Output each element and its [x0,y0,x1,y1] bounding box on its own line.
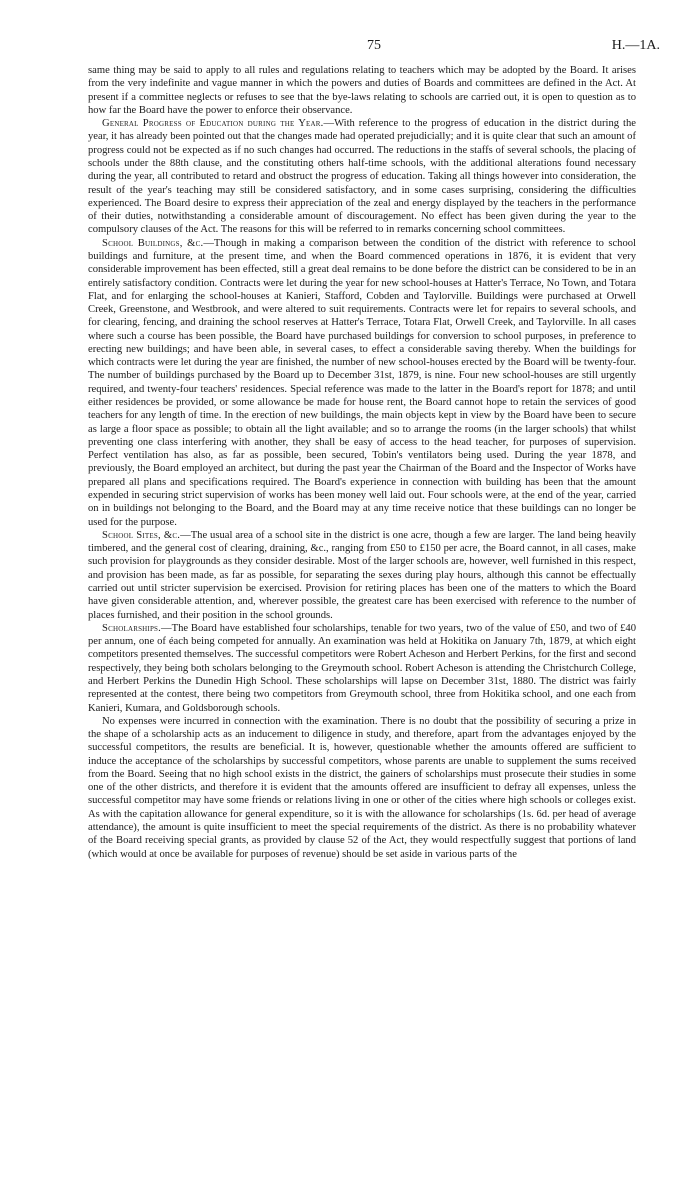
paragraph-text: —The Board have established four scholarships, tenable for two years, two of the value of £50, and two of £40 per annum, one of éach being competed for annually. An examination was held at Hokitika on January 7th, 1879, at which eight competitors presented themselves. The successful competitors were Robert Acheson and Herbert Perkins, for the first and second respectively, they being both scholars belonging to the Greymouth school. Robert Acheson is attending the Christchurch College, and Herbert Perkins the Dunedin High School. These scholarships will lapse on December 31st, 1880. The district was fairly represented at the contest, there being two competitors from Greymouth school, three from Hokitika school, and one each from Kanieri, Kumara, and Goldsborough schools. [88,622,637,714]
page-number: 75 [367,38,381,53]
section-heading: General Progress of Education during the Year. [102,118,324,130]
paragraph-school-sites [88,529,636,622]
document-body [88,64,636,861]
paragraph-text: —The usual area of a school site in the district is one acre, though a few are larger. The land being heavily timbered, and the general cost of clearing, draining, &c., ranging from £50 to £150 per acre, the Board cannot, in all cases, make such provision for playgrounds as they consider desirable. Most of the larger schools are, however, well furnished in this respect, and provision has been made, as far as possible, for separating the sexes during play hours, although this cannot be effectually carried out until stricter supervision be exercised. Provision for retiring places has been one of the matters to which the Board have given considerable attention, and, wherever possible, the greatest care has been exercised with reference to the number of places furnished, and their position in the school grounds. [88,529,636,621]
paragraph-general-progress [88,117,636,237]
paragraph-text: same thing may be said to apply to all rules and regulations relating to teachers which may be adopted by the Board. It arises from the very indefinite and vague manner in which the powers and duties of Boards and committees are defined in the Act. At present if a committee neglects or refuses to see that the bye-laws relating to schools are carried out, it is open to question as to how far the Board have the power to enforce their observance. [88,65,636,116]
document-reference: H.—1A. [611,38,660,53]
paragraph-scholarships [88,622,636,715]
paragraph-expenses [88,715,636,861]
page-header [88,38,660,58]
paragraph-school-buildings [88,237,636,529]
paragraph-continuation [88,64,636,117]
paragraph-text: No expenses were incurred in connection with the examination. There is no doubt that the possibility of securing a prize in the shape of a scholarship acts as an inducement to diligence in study, and therefore, apart from the advantages enjoyed by the successful competitors, the results are beneficial. It is, however, questionable whether the amounts offered are sufficient to induce the acceptance of the scholarships by successful competitors, whose parents are unable to supplement the sums received from the Board. Seeing that no high school exists in the district, the gainers of scholarships must prosecute their studies in some one of the other districts, and therefore it is evident that the amounts offered are insufficient to defray all expenses, unless the successful competitor may have some friends or relations living in one or other of the cities where high schools or colleges exist. As with the capitation allowance for general expenditure, so it is with the allowance for scholarships (1s. 6d. per head of average attendance), the amount is quite insufficient to meet the special requirements of the district. As there is no probability whatever of the Board receiving special grants, as provided by clause 52 of the Act, they would respectfully suggest that portions of land (which would at once be available for purposes of revenue) should be set aside in various parts of the [88,715,636,860]
section-heading: School Sites, &c. [102,529,181,541]
section-heading: Scholarships. [102,622,161,634]
paragraph-text: —Though in making a comparison between the condition of the district with reference to school buildings and furniture, at the present time, and when the Board commenced operations in 1876, it is evident that very considerable improvement has been effected, still a great deal remains to be done before the district can be considered to be in an entirely satisfactory condition. Contracts were let during the year for new school-houses at Hatter's Terrace, No Town, and Totara Flat, and for enlarging the school-houses at Kanieri, Stafford, Cobden and Taylorville. Buildings were purchased at Orwell Creek, Greenstone, and Westbrook, and were altered to suit requirements. Contracts were let for repairs to several schools, and for clearing, fencing, and draining the school reserves at Hatter's Terrace, Totara Flat, Orwell Creek, and Taylorville. In all cases where such a course has been possible, the Board have purchased buildings for conversion to school purposes, in preference to erecting new buildings; and have been able, in several cases, to effect a considerable saving thereby. When the buildings for which contracts were let during the year are finished, the number of new school-houses erected by the Board will be twenty-four. The number of buildings purchased by the Board up to December 31st, 1879, is nine. Four new school-houses are still urgently required, and twenty-four teachers' residences. Special reference was made to the latter in the Board's report for 1878; and until either residences be provided, or some allowance be made for house rent, the Board cannot hope to retain the services of good teachers for any length of time. In the erection of new buildings, the main objects kept in view by the Board have been to secure as large a floor space as possible; to obtain all the light available; and so to arrange the rooms (in the larger schools) that whilst preventing one class interfering with another, they shall be easy of access to the head teacher, for purposes of supervision. Perfect ventilation has also, as far as possible, been secured, Tobin's ventilators being used. During the year 1878, and previously, the Board employed an architect, but during the past year the Chairman of the Board and the Inspector of Works have prepared all plans and specifications required. The Board's experience in connection with building has been that the amount expended in securing strict supervision of works has been money well laid out. Four schools were, at the end of the year, carried on in buildings not belonging to the Board, and the Board may at any time receive notice that these buildings can no longer be used for the purpose. [88,237,636,528]
paragraph-text: —With reference to the progress of education in the district during the year, it has already been pointed out that the changes made had operated prejudicially; and it is quite clear that such an amount of progress could not be expected as if no such changes had occurred. The reductions in the staffs of several schools, the placing of schools under the 88th clause, and the constituting others half-time schools, with the additional alterations found necessary during the year, all contributed to retard and obstruct the progress of education. Taking all things however into consideration, the result of the year's teaching may still be considered satisfactory, and in some cases surprising, considering the difficulties experienced. The Board desire to express their appreciation of the zeal and energy displayed by the teachers in the performance of their duties, notwithstanding a considerable amount of discouragement. No effect has been given during the year to the compulsory clauses of the Act. The reasons for this will be referred to in remarks concerning school committees. [88,118,636,236]
section-heading: School Buildings, &c. [102,237,204,249]
